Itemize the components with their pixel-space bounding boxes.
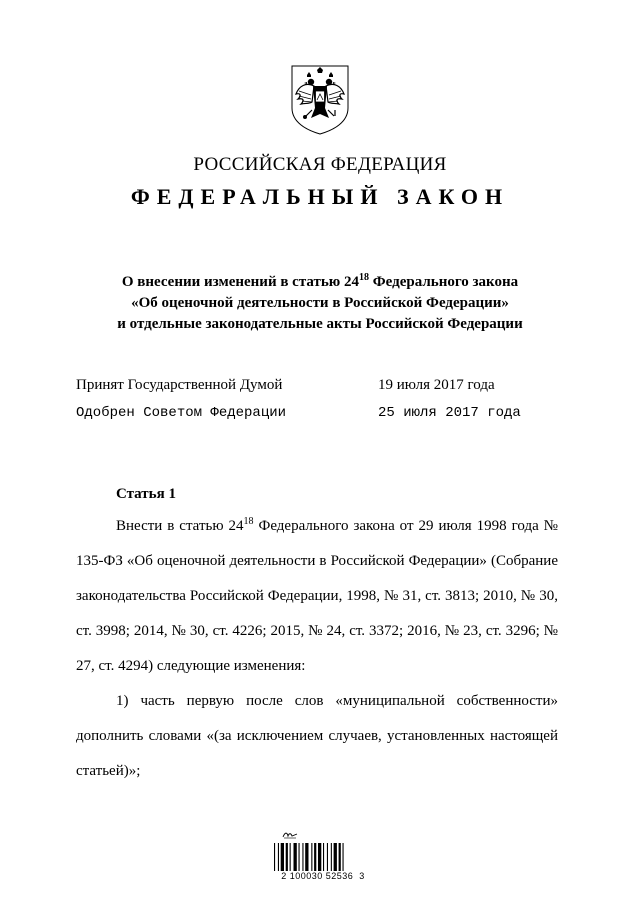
- council-approval-date: 25 июля 2017 года: [378, 405, 521, 421]
- barcode-number: 2 100030 52536 3: [281, 871, 365, 881]
- article-intro-paragraph: Внести в статью $24^{18}$ Федерального закона от 29 июля 1998 года № 135-ФЗ «Об оценочной деятельности в Российской Федерации» (Собрание законодательства Российской Федерации, 1998, № 31, ст. 3813; 2010, № 30, ст. 3998; 2014, № 30, ст. 4226; 2015, № 24, ст. 3372; 2016, № 23, ст. 3296; № 27, ст. 4294) следующие изменения:: [76, 516, 558, 674]
- barcode-bar: [318, 843, 321, 871]
- duma-adoption-label: Принят Государственной Думой: [76, 377, 283, 393]
- barcode-bar: [305, 843, 308, 871]
- superscript-article-index: 18: [243, 516, 254, 527]
- handwritten-mark-icon: [282, 831, 298, 839]
- council-approval-label: Одобрен Советом Федерации: [76, 405, 287, 421]
- article-item-1: 1) часть первую после слов «муниципальной собственности» дополнить словами «(за исключением случаев, установленных настоящей статьей)»;: [76, 693, 558, 779]
- coat-of-arms-emblem: [288, 64, 352, 136]
- barcode-bar: [281, 843, 284, 871]
- article-heading: Статья 1: [116, 486, 176, 502]
- barcode-bar: [331, 843, 332, 871]
- law-subject-title: [40, 272, 600, 335]
- subject-line-2: «Об оценочной деятельности в Российской Федерации»: [131, 295, 509, 311]
- barcode-bar: [278, 843, 279, 871]
- country-name: РОССИЙСКАЯ ФЕДЕРАЦИЯ: [193, 154, 447, 175]
- barcode-bar: [327, 843, 328, 871]
- barcode-bar: [343, 843, 344, 871]
- document-type-title: ФЕДЕРАЛЬНЫЙ ЗАКОН: [130, 184, 510, 209]
- double-headed-eagle-icon: [288, 64, 352, 136]
- barcode-bar: [274, 843, 275, 871]
- barcode-bar: [302, 843, 303, 871]
- subject-line-3: и отдельные законодательные акты Российской Федерации: [117, 316, 523, 332]
- barcode-bar: [286, 843, 288, 871]
- document-barcode: [268, 831, 378, 885]
- superscript-article-index: 18: [359, 272, 370, 283]
- barcode-bar: [311, 843, 312, 871]
- barcode-bar: [339, 843, 341, 871]
- subject-line-1: О внесении изменений в статью $24^{18}$ Федерального закона: [121, 272, 519, 290]
- barcode-bar: [299, 843, 300, 871]
- barcode-bar: [323, 843, 324, 871]
- barcode-bar: [334, 843, 337, 871]
- duma-adoption-date: 19 июля 2017 года: [378, 377, 495, 393]
- barcode-bars-icon: [274, 843, 368, 871]
- barcode-bar: [314, 843, 316, 871]
- barcode-bar: [294, 843, 297, 871]
- barcode-bar: [290, 843, 291, 871]
